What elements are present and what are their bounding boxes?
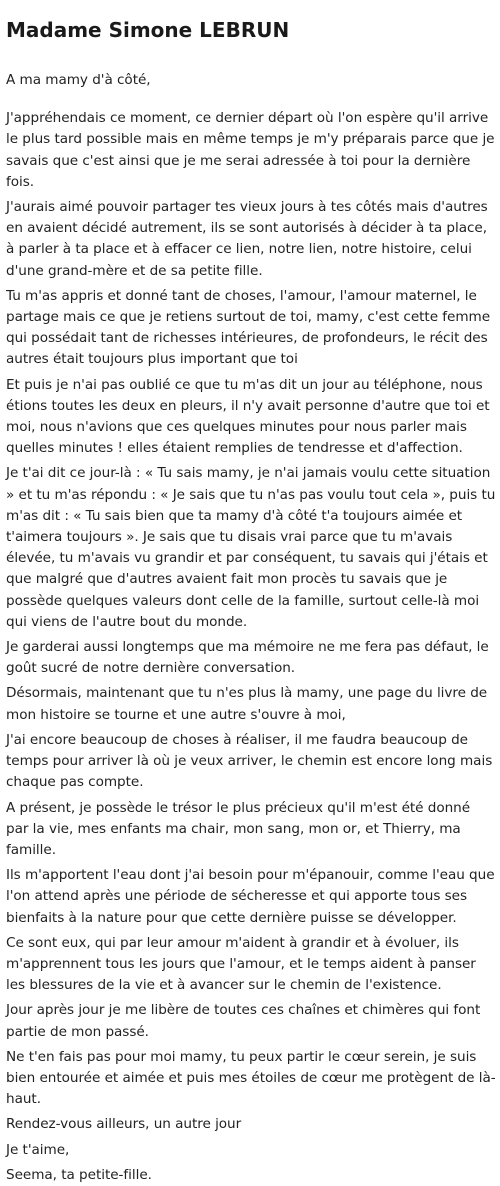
letter-signature: Seema, ta petite-fille. (6, 1166, 152, 1183)
letter-closing: Je t'aime, (6, 1141, 70, 1158)
letter-paragraph: J'aurais aimé pouvoir partager tes vieux jours à tes côtés mais d'autres en avaient décidé autrement, ils se sont autorisés à décider à ta place, à parler à ta place et à effacer ce lien, notre lien, notre histoire, celui d'une grand-mère et de sa petite fille. (6, 199, 488, 279)
letter-paragraph: Tu m'as appris et donné tant de choses, l'amour, l'amour maternel, le partage mais ce que je retiens surtout de toi, mamy, c'est cette femme qui possédait tant de richesses intérieures, de profondeurs, le récit des autres était toujours plus important que toi (6, 287, 491, 368)
letter-paragraph: Jour après jour je me libère de toutes ces chaînes et chimères qui font partie de mon passé. (6, 1002, 481, 1040)
letter-paragraph: A présent, je possède le trésor le plus précieux qu'il m'est été donné par la vie, mes enfants ma chair, mon sang, mon or, et Thierry, ma famille. (6, 799, 471, 858)
letter-paragraph: Ce sont eux, qui par leur amour m'aident à grandir et à évoluer, ils m'apprennent tous les jours que l'amour, et le temps aident à panser les blessures de la vie et à avancer sur le chemin de l'existence. (6, 934, 476, 994)
letter-paragraph: Et puis je n'ai pas oublié ce que tu m'as dit un jour au téléphone, nous étions toutes les deux en pleurs, il n'y avait personne d'autre que toi et moi, nous n'avions que ces quelques minutes pour nous parler mais quelles minutes ! elles étaient remplies de tendresse et d'affection. (6, 376, 490, 457)
page-title: Madame Simone LEBRUN (6, 18, 290, 42)
letter-paragraph: J'ai encore beaucoup de choses à réaliser, il me faudra beaucoup de temps pour arriver là où je veux arriver, le chemin est encore long mais chaque pas compte. (6, 731, 493, 791)
letter-paragraph: Ne t'en fais pas pour moi mamy, tu peux partir le cœur serein, je suis bien entourée et aimée et puis mes étoiles de cœur me protègent de là-haut. (6, 1048, 496, 1108)
letter-paragraph: Je garderai aussi longtemps que ma mémoire ne me fera pas défaut, le goût sucré de notre dernière conversation. (6, 639, 489, 677)
letter-paragraph: Désormais, maintenant que tu n'es plus là mamy, une page du livre de mon histoire se tourne et une autre s'ouvre à moi, (6, 685, 488, 723)
letter-paragraph: J'appréhendais ce moment, ce dernier départ où l'on espère qu'il arrive le plus tard possible mais en même temps je m'y préparais parce que je savais que c'est ainsi que je me serai adressée à toi pour la dernière fois. (6, 110, 495, 190)
letter-paragraph: Ils m'apportent l'eau dont j'ai besoin pour m'épanouir, comme l'eau que l'on attend après une période de sécheresse et qui apporte tous ses bienfaits à la nature pour que cette dernière puisse se développer. (6, 867, 495, 926)
letter-paragraph: Je t'ai dit ce jour-là : « Tu sais mamy, je n'ai jamais voulu cette situation » et tu m'as répondu : « Je sais que tu n'as pas voulu tout cela », puis tu m'as dit : « Tu sais bien que ta mamy d'à côté t'a toujours aimée et t'aimera toujours ». Je sais que tu disais vrai parce que tu m'avais élevée, tu m'avais vu grandir et par conséquent, tu savais qui j'étais et que malgré que d'autres avaient fait mon procès tu savais que je possède quelques valeurs dont celle de la famille, surtout celle-là moi qui viens de l'autre bout du monde. (6, 465, 496, 630)
letter-greeting: A ma mamy d'à côté, (6, 72, 151, 88)
letter-closing: Rendez-vous ailleurs, un autre jour (6, 1116, 242, 1133)
